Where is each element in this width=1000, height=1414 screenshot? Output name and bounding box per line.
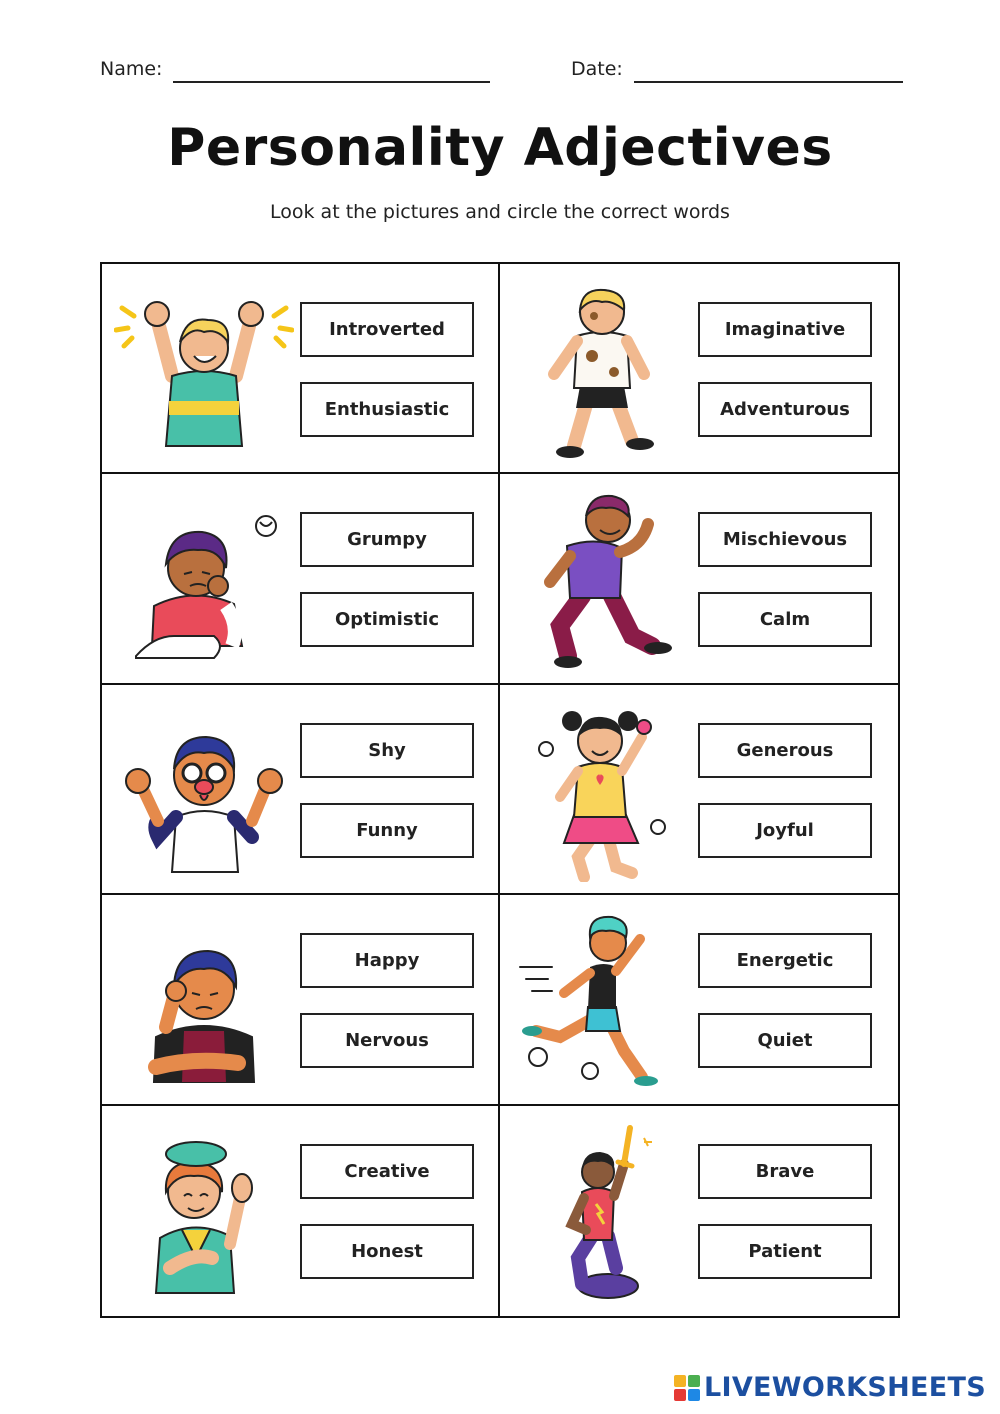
- option-button[interactable]: Mischievous: [698, 512, 872, 567]
- worksheet-cell: [102, 474, 500, 684]
- date-line[interactable]: [634, 81, 903, 83]
- option-button[interactable]: Adventurous: [698, 382, 872, 437]
- option-button[interactable]: Calm: [698, 592, 872, 647]
- option-button[interactable]: Patient: [698, 1224, 872, 1279]
- liveworksheets-logo: [674, 1372, 986, 1403]
- option-button[interactable]: Creative: [300, 1144, 474, 1199]
- page-title: Personality Adjectives: [167, 118, 833, 178]
- cheering-boy-icon: [114, 276, 294, 461]
- worksheet-cell: [500, 685, 898, 895]
- worksheet-cell: [102, 264, 500, 474]
- name-line[interactable]: [173, 81, 490, 83]
- silly-face-kid-icon: [114, 697, 294, 882]
- logo-square: [674, 1389, 686, 1401]
- scout-girl-icon: [114, 1118, 294, 1303]
- option-button[interactable]: Quiet: [698, 1013, 872, 1068]
- name-label: Name:: [100, 58, 163, 80]
- option-button[interactable]: Honest: [300, 1224, 474, 1279]
- option-button[interactable]: Generous: [698, 723, 872, 778]
- logo-mark-icon: [674, 1375, 700, 1401]
- option-button[interactable]: Energetic: [698, 933, 872, 988]
- sneaking-kid-icon: [512, 486, 692, 671]
- worksheet-cell: [500, 1106, 898, 1316]
- girl-with-flower-icon: [512, 697, 692, 882]
- worried-kid-icon: [114, 907, 294, 1092]
- date-label: Date:: [571, 58, 623, 80]
- option-button[interactable]: Shy: [300, 723, 474, 778]
- option-button[interactable]: Imaginative: [698, 302, 872, 357]
- option-button[interactable]: Introverted: [300, 302, 474, 357]
- option-button[interactable]: Happy: [300, 933, 474, 988]
- worksheet-cell: [102, 685, 500, 895]
- option-button[interactable]: Grumpy: [300, 512, 474, 567]
- worksheet-cell: [102, 1106, 500, 1316]
- option-button[interactable]: Enthusiastic: [300, 382, 474, 437]
- logo-square: [674, 1375, 686, 1387]
- muddy-boy-icon: [512, 276, 692, 461]
- worksheet-cell: [500, 474, 898, 684]
- logo-square: [688, 1375, 700, 1387]
- option-button[interactable]: Optimistic: [300, 592, 474, 647]
- worksheet-cell: [102, 895, 500, 1105]
- running-girl-icon: [512, 907, 692, 1092]
- option-button[interactable]: Brave: [698, 1144, 872, 1199]
- logo-square: [688, 1389, 700, 1401]
- instructions: Look at the pictures and circle the correct words: [270, 201, 730, 223]
- option-button[interactable]: Nervous: [300, 1013, 474, 1068]
- worksheet-grid: [100, 262, 900, 1318]
- option-button[interactable]: Funny: [300, 803, 474, 858]
- grumpy-kid-icon: [114, 486, 294, 671]
- worksheet-cell: [500, 895, 898, 1105]
- hero-kid-icon: [512, 1118, 692, 1303]
- logo-text: LIVEWORKSHEETS: [703, 1372, 986, 1403]
- option-button[interactable]: Joyful: [698, 803, 872, 858]
- worksheet-cell: [500, 264, 898, 474]
